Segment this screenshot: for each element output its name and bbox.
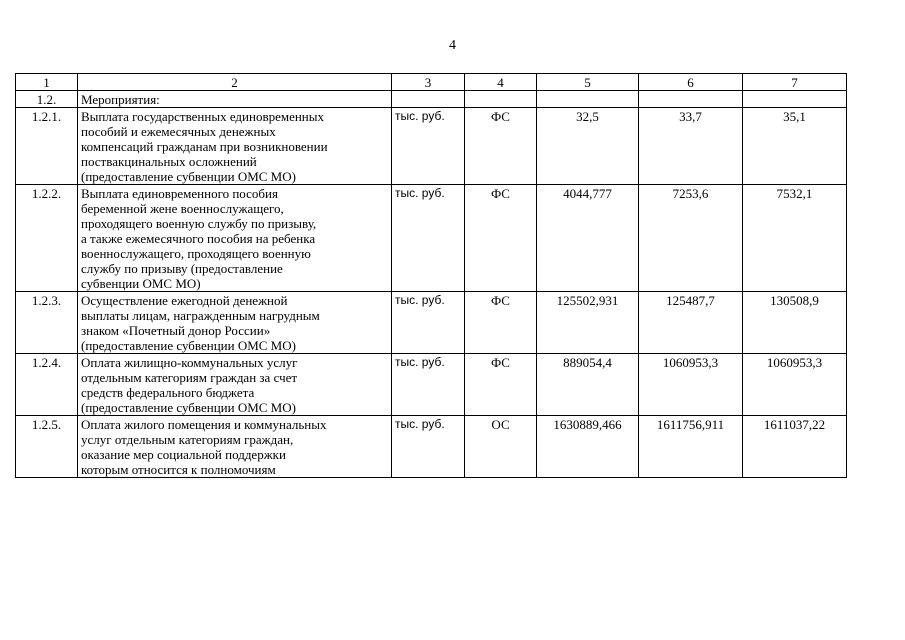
row-value-col6: 33,7 — [639, 108, 743, 185]
row-unit: тыс. руб. — [392, 108, 465, 185]
header-cell-6: 6 — [639, 74, 743, 91]
description-line: Оплата жилищно-коммунальных услуг — [81, 355, 298, 370]
description-line: (предоставление субвенции ОМС МО) — [81, 400, 296, 415]
description-line: которым относится к полномочиям — [81, 462, 276, 477]
empty-cell — [537, 91, 639, 108]
measures-table — [15, 73, 847, 478]
row-value-col5: 1630889,466 — [537, 416, 639, 478]
description-line: знаком «Почетный донор России» — [81, 323, 271, 338]
description-line: Выплата единовременного пособия — [81, 186, 278, 201]
header-cell-5: 5 — [537, 74, 639, 91]
row-unit: тыс. руб. — [392, 416, 465, 478]
row-source: ФС — [465, 292, 537, 354]
row-value-col6: 1611756,911 — [639, 416, 743, 478]
section-number: 1.2. — [16, 91, 78, 108]
row-value-col7: 1611037,22 — [743, 416, 847, 478]
header-row — [16, 74, 847, 91]
row-value-col6: 7253,6 — [639, 185, 743, 292]
description-line: оказание мер социальной поддержки — [81, 447, 286, 462]
description-line: средств федерального бюджета — [81, 385, 255, 400]
header-cell-3: 3 — [392, 74, 465, 91]
section-row — [16, 91, 847, 108]
row-value-col6: 125487,7 — [639, 292, 743, 354]
row-value-col7: 7532,1 — [743, 185, 847, 292]
row-description — [78, 185, 392, 292]
description-line: отдельным категориям граждан за счет — [81, 370, 298, 385]
description-line: Оплата жилого помещения и коммунальных — [81, 417, 327, 432]
description-line: (предоставление субвенции ОМС МО) — [81, 338, 296, 353]
row-number: 1.2.1. — [16, 108, 78, 185]
description-line: беременной жене военнослужащего, — [81, 201, 284, 216]
description-line: выплаты лицам, награжденным нагрудным — [81, 308, 320, 323]
description-line: Осуществление ежегодной денежной — [81, 293, 288, 308]
table-row — [16, 416, 847, 478]
table-row — [16, 185, 847, 292]
header-cell-2: 2 — [78, 74, 392, 91]
description-line: проходящего военную службу по призыву, — [81, 216, 317, 231]
description-line: военнослужащего, проходящего военную — [81, 246, 311, 261]
description-line: Выплата государственных единовременных — [81, 109, 325, 124]
row-source: ФС — [465, 185, 537, 292]
row-unit: тыс. руб. — [392, 292, 465, 354]
header-cell-7: 7 — [743, 74, 847, 91]
row-description — [78, 354, 392, 416]
table-row — [16, 108, 847, 185]
empty-cell — [465, 91, 537, 108]
row-value-col5: 889054,4 — [537, 354, 639, 416]
row-source: ОС — [465, 416, 537, 478]
row-description — [78, 292, 392, 354]
header-cell-1: 1 — [16, 74, 78, 91]
row-number: 1.2.5. — [16, 416, 78, 478]
row-value-col7: 130508,9 — [743, 292, 847, 354]
description-line: компенсаций гражданам при возникновении — [81, 139, 328, 154]
description-line: а также ежемесячного пособия на ребенка — [81, 231, 316, 246]
row-number: 1.2.3. — [16, 292, 78, 354]
table-row — [16, 292, 847, 354]
row-description — [78, 108, 392, 185]
row-value-col5: 4044,777 — [537, 185, 639, 292]
row-value-col7: 35,1 — [743, 108, 847, 185]
description-line: службу по призыву (предоставление — [81, 261, 283, 276]
row-number: 1.2.2. — [16, 185, 78, 292]
row-value-col7: 1060953,3 — [743, 354, 847, 416]
description-line: субвенции ОМС МО) — [81, 276, 201, 291]
row-source: ФС — [465, 354, 537, 416]
section-title: Мероприятия: — [78, 91, 392, 108]
table-row — [16, 354, 847, 416]
description-line: пособий и ежемесячных денежных — [81, 124, 276, 139]
row-number: 1.2.4. — [16, 354, 78, 416]
row-unit: тыс. руб. — [392, 185, 465, 292]
description-line: (предоставление субвенции ОМС МО) — [81, 169, 296, 184]
description-line: услуг отдельным категориям граждан, — [81, 432, 294, 447]
empty-cell — [392, 91, 465, 108]
row-value-col5: 125502,931 — [537, 292, 639, 354]
header-cell-4: 4 — [465, 74, 537, 91]
page-number: 4 — [449, 38, 456, 53]
row-unit: тыс. руб. — [392, 354, 465, 416]
row-description — [78, 416, 392, 478]
description-line: поствакцинальных осложнений — [81, 154, 257, 169]
empty-cell — [639, 91, 743, 108]
empty-cell — [743, 91, 847, 108]
row-value-col5: 32,5 — [537, 108, 639, 185]
row-source: ФС — [465, 108, 537, 185]
row-value-col6: 1060953,3 — [639, 354, 743, 416]
